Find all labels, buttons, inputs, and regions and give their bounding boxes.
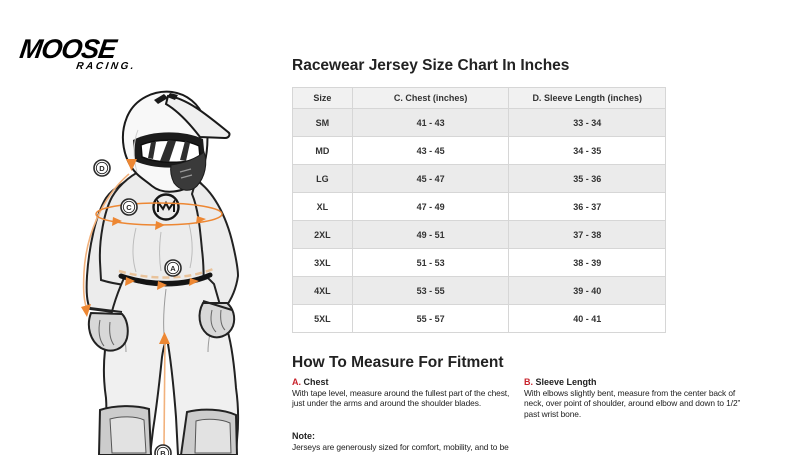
cell-sleeve: 34 - 35 xyxy=(509,137,666,165)
cell-chest: 43 - 45 xyxy=(352,137,509,165)
table-row xyxy=(293,305,666,333)
marker-a-letter: A xyxy=(170,263,176,273)
cell-size: SM xyxy=(293,109,353,137)
cell-size: MD xyxy=(293,137,353,165)
measure-columns xyxy=(292,377,742,419)
chest-instructions: With tape level, measure around the fullest part of the chest, just under the arms and around the shoulder blades. xyxy=(292,388,510,409)
cell-chest: 51 - 53 xyxy=(352,249,509,277)
note-label: Note: xyxy=(292,431,315,441)
page-title: Racewear Jersey Size Chart In Inches xyxy=(292,57,570,74)
left-glove xyxy=(89,313,128,351)
inseam-line xyxy=(164,336,165,447)
size-chart-table xyxy=(292,87,666,333)
measure-section-title: How To Measure For Fitment xyxy=(292,354,504,371)
cell-chest: 55 - 57 xyxy=(352,305,509,333)
cell-sleeve: 35 - 36 xyxy=(509,165,666,193)
marker-a xyxy=(165,260,181,276)
table-row xyxy=(293,137,666,165)
cell-chest: 47 - 49 xyxy=(352,193,509,221)
column-header-sleeve: D. Sleeve Length (inches) xyxy=(509,88,666,109)
marker-c xyxy=(121,199,137,215)
note-text: Jerseys are generously sized for comfort, mobility, and to be xyxy=(292,442,509,452)
measure-section-sleeve xyxy=(524,377,742,419)
chest-heading xyxy=(292,377,510,387)
table-row xyxy=(293,109,666,137)
chest-name: Chest xyxy=(303,377,329,387)
rider-illustration xyxy=(0,0,290,455)
sleeve-letter: B. xyxy=(524,377,533,387)
cell-sleeve: 40 - 41 xyxy=(509,305,666,333)
table-row xyxy=(293,249,666,277)
marker-d-letter: D xyxy=(99,163,105,173)
cell-sleeve: 37 - 38 xyxy=(509,221,666,249)
cell-sleeve: 36 - 37 xyxy=(509,193,666,221)
cell-sleeve: 38 - 39 xyxy=(509,249,666,277)
marker-d xyxy=(94,160,110,176)
cell-size: LG xyxy=(293,165,353,193)
measure-section-chest xyxy=(292,377,510,419)
sleeve-name: Sleeve Length xyxy=(535,377,597,387)
sleeve-heading xyxy=(524,377,742,387)
logo-sub-text: RACING. xyxy=(75,61,137,72)
note-section xyxy=(292,431,522,452)
table-row xyxy=(293,221,666,249)
table-row xyxy=(293,277,666,305)
table-row xyxy=(293,165,666,193)
column-header-chest: C. Chest (inches) xyxy=(352,88,509,109)
cell-chest: 45 - 47 xyxy=(352,165,509,193)
left-knee-panel xyxy=(110,417,146,453)
content-pane xyxy=(292,0,762,455)
column-header-size: Size xyxy=(293,88,353,109)
cell-size: 4XL xyxy=(293,277,353,305)
marker-b xyxy=(155,445,171,455)
cell-size: XL xyxy=(293,193,353,221)
table-row xyxy=(293,193,666,221)
cell-chest: 41 - 43 xyxy=(352,109,509,137)
cell-size: 3XL xyxy=(293,249,353,277)
marker-b-letter: B xyxy=(160,448,166,455)
cell-chest: 53 - 55 xyxy=(352,277,509,305)
cell-sleeve: 33 - 34 xyxy=(509,109,666,137)
chest-letter: A. xyxy=(292,377,301,387)
cell-size: 2XL xyxy=(293,221,353,249)
right-knee-panel xyxy=(195,419,231,453)
cell-size: 5XL xyxy=(293,305,353,333)
sleeve-instructions: With elbows slightly bent, measure from the center back of neck, over point of shoulder, around elbow and down to 1/2” past wrist bone. xyxy=(524,388,741,419)
table-header-row xyxy=(293,88,666,109)
cell-chest: 49 - 51 xyxy=(352,221,509,249)
cell-sleeve: 39 - 40 xyxy=(509,277,666,305)
marker-c-letter: C xyxy=(126,202,132,212)
logo-brand-text: MOOSE xyxy=(17,34,118,64)
